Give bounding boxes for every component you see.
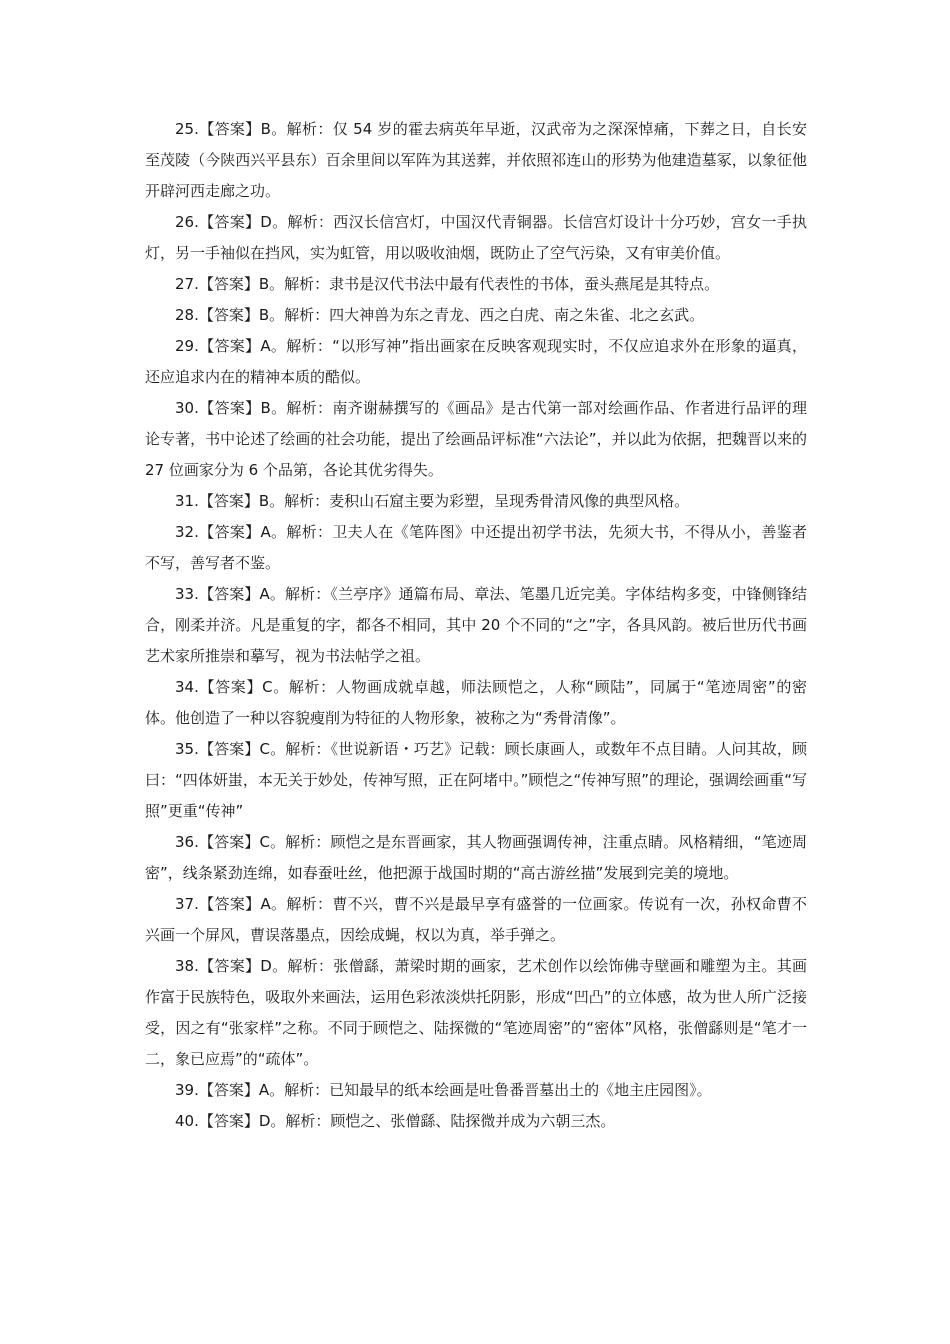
answer-40: 40.【答案】D。解析：顾恺之、张僧繇、陆探微并成为六朝三杰。 bbox=[175, 1112, 616, 1130]
answer-39: 39.【答案】A。解析：已知最早的纸本绘画是吐鲁番晋墓出土的《地主庄园图》。 bbox=[175, 1081, 712, 1099]
answer-30: 30.【答案】B。解析：南齐谢赫撰写的《画品》是古代第一部对绘画作品、作者进行品评的理论专著，书中论述了绘画的社会功能，提出了绘画品评标准“六法论”，并以此为依据，把魏晋以来的 27 位画家分为 6 个品第，各论其优劣得失。 bbox=[145, 399, 807, 479]
answer-26: 26.【答案】D。解析：西汉长信宫灯，中国汉代青铜器。长信宫灯设计十分巧妙，宫女一手执灯，另一手袖似在挡风，实为虹管，用以吸收油烟，既防止了空气污染，又有审美价值。 bbox=[145, 213, 807, 262]
answer-32: 32.【答案】A。解析：卫夫人在《笔阵图》中还提出初学书法，先须大书，不得从小，善鉴者不写，善写者不鉴。 bbox=[145, 523, 807, 572]
answer-document bbox=[145, 114, 807, 1137]
answer-31: 31.【答案】B。解析：麦积山石窟主要为彩塑，呈现秀骨清风像的典型风格。 bbox=[175, 492, 690, 510]
answer-33: 33.【答案】A。解析：《兰亭序》通篇布局、章法、笔墨几近完美。字体结构多变，中锋侧锋结合，刚柔并济。凡是重复的字，都各不相同，其中 20 个不同的“之”字，各具风韵。被后世历代书画艺术家所推崇和摹写，视为书法帖学之祖。 bbox=[145, 585, 807, 665]
answer-36: 36.【答案】C。解析：顾恺之是东晋画家，其人物画强调传神，注重点睛。风格精细，“笔迹周密”，线条紧劲连绵，如春蚕吐丝，他把源于战国时期的“高古游丝描”发展到完美的境地。 bbox=[145, 833, 807, 882]
answer-29: 29.【答案】A。解析：“以形写神”指出画家在反映客观现实时，不仅应追求外在形象的逼真，还应追求内在的精神本质的酷似。 bbox=[145, 337, 807, 386]
answer-25: 25.【答案】B。解析：仅 54 岁的霍去病英年早逝，汉武帝为之深深悼痛，下葬之日，自长安至茂陵（今陕西兴平县东）百余里间以军阵为其送葬，并依照祁连山的形势为他建造墓冢，以象征他开辟河西走廊之功。 bbox=[145, 120, 807, 200]
answer-35: 35.【答案】C。解析：《世说新语・巧艺》记载：顾长康画人，或数年不点目睛。人问其故，顾曰：“四体妍蚩，本无关于妙处，传神写照，正在阿堵中。”顾恺之“传神写照”的理论，强调绘画重“写照”更重“传神” bbox=[145, 740, 807, 820]
answer-27: 27.【答案】B。解析：隶书是汉代书法中最有代表性的书体，蚕头燕尾是其特点。 bbox=[175, 275, 720, 293]
answer-38: 38.【答案】D。解析：张僧繇，萧梁时期的画家，艺术创作以绘饰佛寺壁画和雕塑为主。其画作富于民族特色，吸取外来画法，运用色彩浓淡烘托阴影，形成“凹凸”的立体感，故为世人所广泛接受，因之有“张家样”之称。不同于顾恺之、陆探微的“笔迹周密”的“密体”风格，张僧繇则是“笔才一二，象已应焉”的“疏体”。 bbox=[145, 957, 807, 1068]
answer-28: 28.【答案】B。解析：四大神兽为东之青龙、西之白虎、南之朱雀、北之玄武。 bbox=[175, 306, 705, 324]
answer-37: 37.【答案】A。解析：曹不兴，曹不兴是最早享有盛誉的一位画家。传说有一次，孙权命曹不兴画一个屏风，曹误落墨点，因绘成蝇，权以为真，举手弹之。 bbox=[145, 895, 807, 944]
answer-34: 34.【答案】C。解析：人物画成就卓越，师法顾恺之，人称“顾陆”，同属于“笔迹周密”的密体。他创造了一种以容貌瘦削为特征的人物形象，被称之为“秀骨清像”。 bbox=[145, 678, 807, 727]
